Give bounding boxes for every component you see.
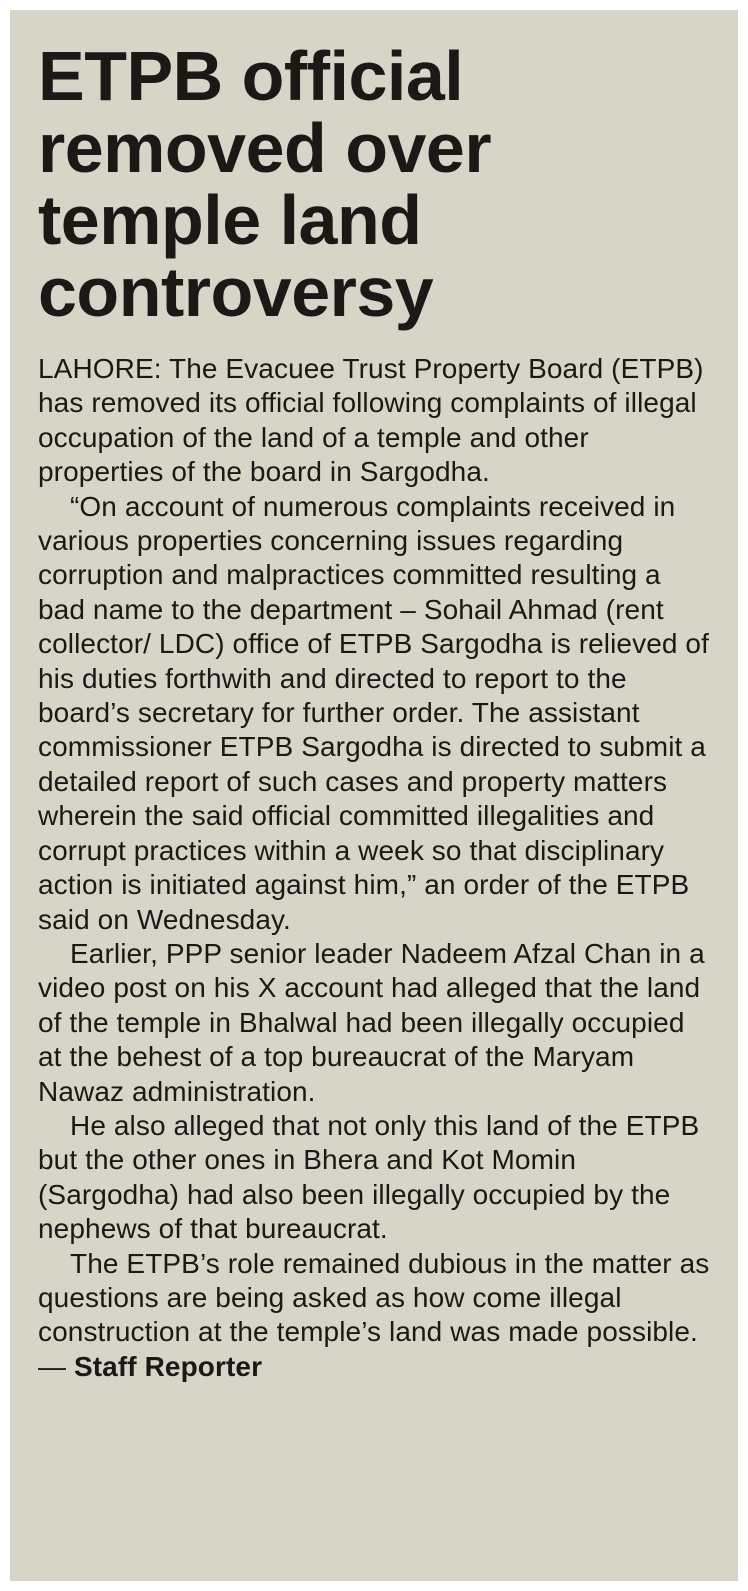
article-byline: Staff Reporter bbox=[73, 1350, 263, 1382]
article-paragraph-text: The ETPB’s role remained dubious in the matter as questions are being asked as how come illegal construction at the temple’s land was made possible. — bbox=[38, 1247, 710, 1382]
article-paragraph: He also alleged that not only this land of the ETPB but the other ones in Bhera and Kot Momin (Sargodha) had also been illegally occupied by the nephews of that bureaucrat. bbox=[38, 1109, 700, 1245]
headline-line: temple land bbox=[38, 181, 422, 259]
article-paragraph: “On account of numerous complaints received in various properties concerning issues regarding corruption and malpractices committed resulting a bad name to the department – Sohail Ahmad (rent collector/ LDC) office of ETPB Sargodha is relieved of his duties forthwith and directed to report to the board’s secretary for further order. The assistant commissioner ETPB Sargodha is directed to submit a detailed report of such cases and property matters wherein the said official committed illegalities and corrupt practices within a week so that disciplinary action is initiated against him,” an order of the ETPB said on Wednesday. bbox=[38, 490, 709, 935]
headline-line: controversy bbox=[38, 253, 434, 331]
headline-line: removed over bbox=[38, 109, 492, 187]
newspaper-clipping bbox=[10, 10, 738, 1581]
article-paragraph: LAHORE: The Evacuee Trust Property Board (ETPB) has removed its official following complaints of illegal occupation of the land of a temple and other properties of the board in Sargodha. bbox=[38, 353, 704, 488]
article-headline bbox=[38, 37, 710, 331]
article-paragraph: Earlier, PPP senior leader Nadeem Afzal Chan in a video post on his X account had alleged that the land of the temple in Bhalwal had been illegally occupied at the behest of a top bureaucrat of the Maryam Nawaz administration. bbox=[38, 937, 705, 1107]
article-paragraph-last bbox=[38, 1247, 710, 1385]
article-body bbox=[38, 352, 710, 1384]
headline-line: ETPB official bbox=[38, 37, 464, 115]
